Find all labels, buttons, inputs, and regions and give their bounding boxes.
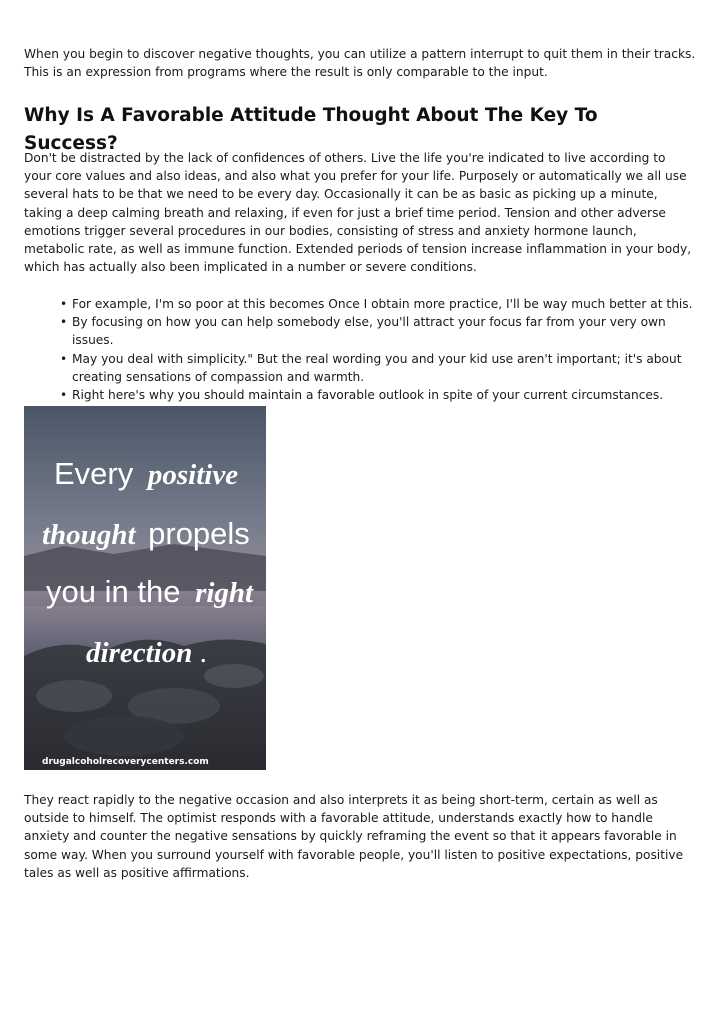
poster-line4-dot: . (199, 637, 207, 669)
bullet-icon: • (60, 315, 68, 330)
body-paragraph-2: They react rapidly to the negative occasion and also interprets it as being short-term, certain as well as outside to himself. The optimist responds with a favorable attitude, understands exactly how to handle anxiety and counter the negative sensations by quickly reframing the event so that it appears favorable in some way. When you surround yourself with favorable people, you'll listen to positive expectations, positive tales as well as positive affirmations. (24, 793, 684, 880)
list-item-text: By focusing on how you can help somebody else, you'll attract your focus far from your very own issues. (72, 315, 666, 348)
svg-text:direction . (86, 637, 207, 669)
bullet-list (24, 295, 696, 404)
poster-line4-script: direction (86, 637, 193, 669)
intro-paragraph: When you begin to discover negative thoughts, you can utilize a pattern interrupt to quit them in their tracks. This is an expression from programs where the result is only comparable to the input. (24, 47, 696, 80)
bullet-icon: • (60, 297, 68, 311)
bullet-icon: • (60, 388, 68, 403)
poster-graphic (24, 406, 266, 770)
list-item (24, 350, 696, 386)
list-item (24, 313, 696, 349)
body-paragraph-1: Don't be distracted by the lack of confidences of others. Live the life you're indicated to live according to your core values and also ideas, and also what you prefer for your life. Purposely or automatically we all use several hats to be that we need to be every day. Occasionally it can be as basic as picking up a minute, taking a deep calming breath and relaxing, if even for just a brief time period. Tension and other adverse emotions trigger several procedures in our bodies, consisting of stress and anxiety hormone launch, metabolic rate, as well as immune function. Extended periods of tension increase inflammation in your body, which has actually also been implicated in a number or severe conditions. (24, 151, 692, 275)
svg-text:you in the right (46, 574, 254, 609)
list-item-text: For example, I'm so poor at this becomes Once I obtain more practice, I'll be way much better at this. (72, 297, 693, 311)
poster-line2-script: thought (42, 519, 136, 551)
section-heading: Why Is A Favorable Attitude Thought About The Key To Success? (24, 105, 598, 154)
bullet-icon: • (60, 351, 68, 366)
poster-line1-script: positive (147, 459, 239, 491)
list-item-text: Right here's why you should maintain a favorable outlook in spite of your current circumstances. (72, 388, 664, 403)
list-item-text: May you deal with simplicity." But the real wording you and your kid use aren't important; it's about creating sensations of compassion and warmth. (72, 351, 682, 384)
poster-line2-plain: propels (148, 516, 250, 551)
quote-poster-image (24, 406, 266, 770)
poster-watermark: drugalcoholrecoverycenters.com (42, 757, 209, 767)
poster-line3-plain: you in the (46, 574, 181, 609)
poster-line3-script: right (195, 577, 254, 609)
list-item (24, 295, 696, 313)
poster-line1-plain: Every (54, 456, 134, 491)
list-item (24, 386, 696, 404)
